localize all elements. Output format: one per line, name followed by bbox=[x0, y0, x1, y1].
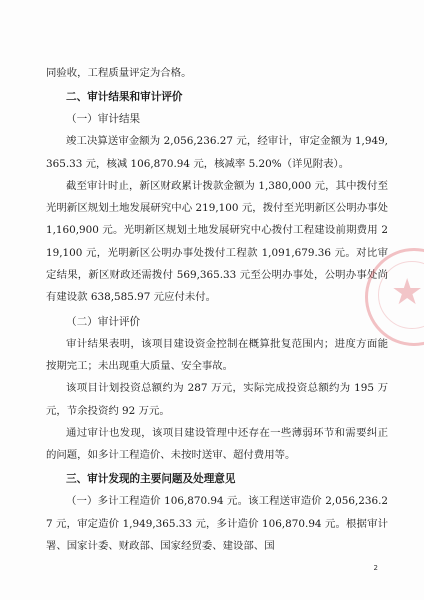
paragraph-final-accounts: 竣工决算送审金额为 2,056,236.27 元，经审计，审定金额为 1,949,365.33 元，核减 106,870.94 元，核减率 5.20%（详见附表）。 bbox=[46, 135, 388, 170]
paragraph-acceptance: 同验收，工程质量评定为合格。 bbox=[46, 67, 192, 79]
section-heading-audit-results: 二、审计结果和审计评价 bbox=[66, 91, 183, 104]
paragraph-weaknesses: 通过审计也发现，该项目建设管理中还存在一些薄弱环节和需要纠正的问题，如多计工程造价、未按时送审、超付费用等。 bbox=[46, 426, 388, 462]
document-body bbox=[46, 62, 388, 557]
paragraph-investment-summary: 该项目计划投资总额约为 287 万元，实际完成投资总额约为 195 万元，节余投资约 92 万元。 bbox=[46, 382, 388, 417]
paragraph-funding-status: 截至审计时止，新区财政累计拨款金额为 1,380,000 元，其中拨付至光明新区规划土地发展研究中心 219,100 元，拨付至光明新区公明办事处 1,160,900 元。光明新区规划土地发展研究中心拨付工程建设前期费用 219,100 元，光明新区公明办事处拨付工程款 1,091,679.36 元。对比审定结果，新区财政还需拨付 569,365.33 元至公明办事处，公明办事处尚有建设款 638,585.97 元应付未付。 bbox=[46, 179, 388, 304]
page-number: 2 bbox=[373, 564, 378, 572]
section-heading-main-issues: 三、审计发现的主要问题及处理意见 bbox=[66, 473, 236, 486]
seal-star-icon: ★ bbox=[391, 272, 424, 313]
subsection-heading-audit-evaluation: （二）审计评价 bbox=[66, 315, 141, 328]
paragraph-evaluation-summary: 审计结果表明，该项目建设资金控制在概算批复范围内；进度方面能按期完工；未出现重大质量、安全事故。 bbox=[46, 337, 388, 372]
paragraph-overstated-cost: （一）多计工程造价 106,870.94 元。该工程送审造价 2,056,236.27 元，审定造价 1,949,365.33 元，多计造价 106,870.94 元。根据审计署、国家计委、财政部、国家经贸委、建设部、国 bbox=[46, 495, 388, 553]
subsection-heading-audit-results: （一）审计结果 bbox=[66, 113, 141, 126]
